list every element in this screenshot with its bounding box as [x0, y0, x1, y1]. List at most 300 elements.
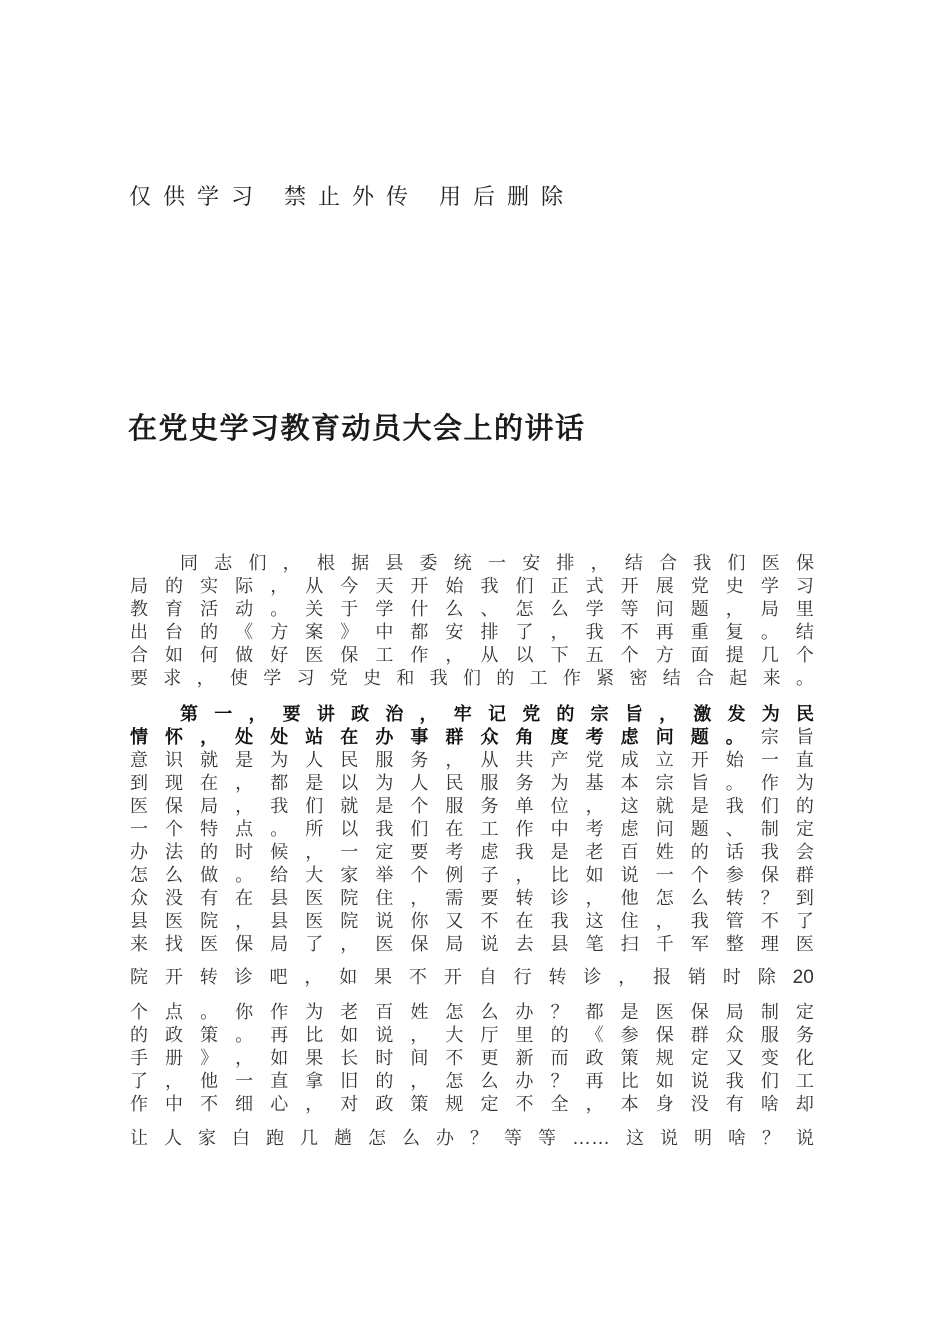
body-char: 的: [200, 622, 219, 643]
body-char: 做: [200, 865, 219, 886]
body-char: 医: [130, 796, 148, 817]
body-char: 再: [585, 1071, 604, 1092]
body-char: 统: [453, 553, 472, 574]
body-char: 册: [165, 1048, 184, 1069]
body-line: [130, 864, 814, 888]
body-char: 开: [443, 967, 462, 988]
body-char: 老: [340, 1002, 359, 1023]
body-char: 中: [375, 622, 394, 643]
confidentiality-notice: 仅供学习 禁止外传 用后删除: [129, 185, 575, 210]
body-char: 到: [795, 888, 814, 909]
body-char: 的: [556, 704, 575, 725]
body-char: 比: [620, 1071, 639, 1092]
body-char: 结: [795, 622, 814, 643]
body-char: 人: [305, 750, 324, 771]
body-char: 务: [795, 1025, 814, 1046]
body-char: 工: [795, 1071, 814, 1092]
body-char: 需: [445, 888, 464, 909]
body-char: 都: [410, 622, 429, 643]
body-char: 题: [690, 599, 709, 620]
body-char: 里: [515, 1025, 534, 1046]
body-char: 而: [550, 1048, 569, 1069]
body-char: 是: [375, 796, 394, 817]
body-char: 宗: [655, 773, 674, 794]
body-char: 局: [445, 934, 464, 955]
body-line: [130, 1001, 814, 1025]
body-char: 党: [690, 576, 709, 597]
body-char: ，: [340, 934, 359, 955]
body-char: 保: [410, 934, 429, 955]
body-char: 都: [270, 773, 289, 794]
body-char: 家: [340, 865, 359, 886]
body-char: 转: [548, 967, 567, 988]
body-char: 院: [340, 911, 359, 932]
body-char: 趟: [334, 1128, 352, 1149]
body-char: 医: [795, 934, 814, 955]
body-char: 就: [655, 796, 674, 817]
body-char: 五: [585, 645, 604, 666]
body-char: 习: [296, 668, 315, 689]
body-char: 跑: [266, 1128, 284, 1149]
body-char: 保: [760, 865, 779, 886]
body-char: 为: [761, 704, 780, 725]
body-char: 题: [690, 819, 709, 840]
body-char: 候: [270, 842, 289, 863]
body-char: 实: [200, 576, 219, 597]
body-char: 。: [235, 865, 254, 886]
body-char: 转: [725, 888, 744, 909]
body-char: 医: [655, 1002, 674, 1023]
body-line: [180, 703, 814, 727]
body-char: 。: [270, 599, 289, 620]
body-char: 安: [445, 622, 464, 643]
body-char: 如: [655, 1071, 674, 1092]
body-char: ，: [618, 967, 637, 988]
body-char: 保: [340, 645, 359, 666]
body-line: [130, 1047, 814, 1071]
body-char: 宗: [760, 727, 779, 748]
body-char: 、: [725, 819, 744, 840]
body-char: 的: [165, 576, 184, 597]
body-char: 工: [480, 819, 499, 840]
body-char: 不: [480, 911, 499, 932]
body-char: 策: [620, 1048, 639, 1069]
body-char: 如: [339, 967, 358, 988]
body-char: 委: [419, 553, 438, 574]
body-char: 不: [200, 1094, 219, 1115]
body-char: 了: [515, 622, 534, 643]
body-char: 理: [760, 934, 779, 955]
body-char: 几: [300, 1128, 318, 1149]
body-char: 工: [375, 645, 394, 666]
body-char: 怎: [655, 888, 674, 909]
body-char: 说: [660, 1128, 678, 1149]
body-char: 什: [410, 599, 429, 620]
body-char: 个: [620, 645, 639, 666]
body-char: 下: [550, 645, 569, 666]
body-char: 结: [662, 668, 681, 689]
body-char: 人: [164, 1128, 182, 1149]
body-char: 诊: [583, 967, 602, 988]
body-char: 都: [585, 1002, 604, 1023]
body-char: 我: [480, 576, 499, 597]
body-char: 院: [200, 911, 219, 932]
body-char: 局: [270, 934, 289, 955]
body-char: 问: [655, 727, 674, 748]
body-char: 的: [795, 796, 814, 817]
body-char: 这: [620, 796, 639, 817]
body-char: 今: [340, 576, 359, 597]
body-char: 再: [655, 622, 674, 643]
body-char: 。: [270, 819, 289, 840]
body-char: 一: [760, 750, 779, 771]
body-char: 服: [375, 750, 394, 771]
body-char: 要: [410, 842, 429, 863]
body-char: 保: [655, 1025, 674, 1046]
body-char: 们: [410, 819, 429, 840]
body-char: 你: [410, 911, 429, 932]
body-char: 举: [375, 865, 394, 886]
body-char: 局: [130, 576, 148, 597]
body-char: 你: [235, 1002, 254, 1023]
body-char: 处: [270, 727, 289, 748]
body-char: 旧: [340, 1071, 359, 1092]
body-line: [130, 1127, 814, 1151]
body-char: 合: [696, 668, 715, 689]
body-char: 特: [200, 819, 219, 840]
body-char: 问: [655, 599, 674, 620]
body-char: 个: [690, 865, 709, 886]
body-char: 姓: [410, 1002, 429, 1023]
body-char: 单: [515, 796, 534, 817]
body-line: [130, 1093, 814, 1117]
body-char: 在: [515, 911, 534, 932]
body-line: [130, 966, 814, 990]
body-char: 。: [725, 727, 744, 748]
body-char: 话: [725, 842, 744, 863]
body-char: 说: [375, 1025, 394, 1046]
body-char: 提: [725, 645, 744, 666]
body-char: 个: [795, 645, 814, 666]
body-char: ，: [410, 1071, 429, 1092]
body-char: 果: [305, 1048, 324, 1069]
body-char: 我: [270, 796, 289, 817]
body-char: 一: [214, 704, 233, 725]
body-char: 的: [200, 842, 219, 863]
body-char: ，: [655, 911, 674, 932]
body-char: 却: [795, 1094, 814, 1115]
body-char: 讲: [316, 704, 335, 725]
body-char: 在: [200, 773, 219, 794]
body-char: 大: [305, 865, 324, 886]
body-char: 。: [235, 1025, 254, 1046]
body-char: 定: [375, 842, 394, 863]
body-char: 现: [165, 773, 184, 794]
body-char: 这: [626, 1128, 644, 1149]
body-char: 排: [480, 622, 499, 643]
body-char: 开: [620, 576, 639, 597]
body-char: 姓: [655, 842, 674, 863]
body-char: 。: [725, 773, 744, 794]
body-char: 子: [480, 865, 499, 886]
body-char: 大: [445, 1025, 464, 1046]
body-char: ？: [470, 1128, 488, 1149]
body-char: 里: [795, 599, 814, 620]
body-char: ，: [410, 888, 429, 909]
body-char: 如: [270, 1048, 289, 1069]
body-line: [130, 598, 814, 622]
body-char: 问: [655, 819, 674, 840]
body-char: 同: [180, 553, 198, 574]
body-char: 局: [760, 599, 779, 620]
body-char: 立: [655, 750, 674, 771]
body-char: ，: [725, 599, 744, 620]
body-char: 一: [235, 1071, 254, 1092]
body-char: 制: [760, 1002, 779, 1023]
body-char: 医: [165, 911, 184, 932]
body-char: ？: [760, 888, 779, 909]
body-char: 保: [690, 1002, 709, 1023]
body-char: 天: [375, 576, 394, 597]
body-char: 不: [515, 1094, 534, 1115]
body-char: 是: [235, 750, 254, 771]
body-char: 我: [690, 911, 709, 932]
body-char: 怎: [515, 599, 534, 620]
body-char: 》: [200, 1048, 219, 1069]
body-char: 县: [270, 888, 289, 909]
body-char: 转: [515, 888, 534, 909]
body-char: 志: [214, 553, 233, 574]
body-char: 变: [760, 1048, 779, 1069]
body-char: 众: [130, 888, 148, 909]
body-char: 求: [163, 668, 182, 689]
body-char: 活: [200, 599, 219, 620]
body-char: ，: [419, 704, 438, 725]
body-char: 果: [374, 967, 393, 988]
body-char: 作: [410, 645, 429, 666]
body-char: 时: [375, 1048, 394, 1069]
body-char: 合: [659, 553, 678, 574]
body-char: ？: [550, 1071, 569, 1092]
body-char: 旨: [624, 704, 643, 725]
body-char: 县: [130, 911, 148, 932]
body-char: 我: [550, 911, 569, 932]
body-char: 学: [375, 599, 394, 620]
body-char: 一: [130, 819, 148, 840]
body-char: 何: [200, 645, 219, 666]
body-char: 身: [655, 1094, 674, 1115]
body-char: 办: [436, 1128, 454, 1149]
body-char: 等: [504, 1128, 522, 1149]
body-char: 如: [585, 865, 604, 886]
body-char: 式: [585, 576, 604, 597]
body-char: 宗: [590, 704, 609, 725]
body-char: 正: [550, 576, 569, 597]
body-char: 做: [235, 645, 254, 666]
body-char: 策: [200, 1025, 219, 1046]
body-char: 说: [375, 911, 394, 932]
body-char: 厅: [480, 1025, 499, 1046]
body-char: 于: [340, 599, 359, 620]
body-char: 作: [562, 668, 581, 689]
body-char: 直: [270, 1071, 289, 1092]
body-char: 》: [340, 622, 359, 643]
body-char: 发: [727, 704, 746, 725]
body-char: 的: [375, 1071, 394, 1092]
body-char: 旨: [690, 773, 709, 794]
body-char: 。: [200, 1002, 219, 1023]
body-char: 他: [620, 888, 639, 909]
body-char: 诊: [550, 888, 569, 909]
body-char: 在: [445, 819, 464, 840]
body-char: 如: [165, 645, 184, 666]
body-line: [130, 772, 814, 796]
body-char: 医: [305, 645, 324, 666]
body-char: 虑: [480, 842, 499, 863]
body-char: 县: [550, 934, 569, 955]
body-char: 虑: [620, 819, 639, 840]
body-char: 不: [760, 911, 779, 932]
body-char: 从: [480, 645, 499, 666]
body-char: 据: [351, 553, 370, 574]
body-char: ，: [200, 727, 219, 748]
body-char: 本: [620, 773, 639, 794]
body-char: 和: [396, 668, 415, 689]
body-char: 去: [515, 934, 534, 955]
body-char: 院: [340, 888, 359, 909]
body-char: 使: [229, 668, 248, 689]
body-char: 来: [762, 668, 781, 689]
body-char: 《: [235, 622, 254, 643]
body-char: 是: [620, 1002, 639, 1023]
body-char: 给: [270, 865, 289, 886]
body-char: 是: [690, 796, 709, 817]
body-line: [130, 749, 814, 773]
body-char: 来: [130, 934, 148, 955]
body-line: [130, 644, 814, 668]
body-char: 度: [550, 727, 569, 748]
body-char: 本: [620, 1094, 639, 1115]
body-char: 的: [690, 842, 709, 863]
body-char: 一: [655, 865, 674, 886]
body-char: 一: [487, 553, 506, 574]
body-char: 手: [130, 1048, 148, 1069]
body-char: 史: [363, 668, 382, 689]
body-char: 直: [795, 750, 814, 771]
body-char: 老: [585, 842, 604, 863]
body-char: 有: [725, 1094, 744, 1115]
body-char: 点: [165, 1002, 184, 1023]
body-char: 不: [445, 1048, 464, 1069]
body-char: 从: [480, 750, 499, 771]
body-char: 例: [445, 865, 464, 886]
body-char: 《: [585, 1025, 604, 1046]
body-char: 说: [480, 934, 499, 955]
body-char: 务: [480, 796, 499, 817]
body-char: 以: [515, 645, 534, 666]
body-char: 站: [305, 727, 324, 748]
body-char: 啥: [728, 1128, 746, 1149]
body-char: 群: [445, 727, 464, 748]
body-char: 群: [690, 1025, 709, 1046]
body-char: 保: [165, 796, 184, 817]
body-char: 等: [620, 599, 639, 620]
body-char: 基: [585, 773, 604, 794]
body-char: 为: [270, 750, 289, 771]
body-char: 院: [130, 967, 148, 988]
body-char: 是: [305, 773, 324, 794]
body-line: [130, 575, 814, 599]
body-char: 吧: [269, 967, 288, 988]
body-char: ，: [515, 865, 534, 886]
body-char: 化: [795, 1048, 814, 1069]
body-char: ，: [305, 1094, 324, 1115]
body-char: 民: [340, 750, 359, 771]
body-char: 复: [725, 622, 744, 643]
body-char: ，: [235, 773, 254, 794]
body-char: 等: [538, 1128, 556, 1149]
body-char: 到: [130, 773, 148, 794]
body-char: 动: [235, 599, 254, 620]
body-char: 住: [620, 911, 639, 932]
body-char: 意: [130, 750, 148, 771]
body-char: 史: [725, 576, 744, 597]
body-char: 识: [165, 750, 184, 771]
body-char: 民: [795, 704, 814, 725]
body-char: 百: [375, 1002, 394, 1023]
body-char: 们: [515, 576, 534, 597]
body-char: 服: [445, 796, 464, 817]
body-char: 办: [130, 842, 148, 863]
body-char: 间: [410, 1048, 429, 1069]
body-char: 政: [375, 1094, 394, 1115]
body-char: 始: [725, 750, 744, 771]
body-char: 定: [480, 1094, 499, 1115]
body-char: 学: [585, 599, 604, 620]
body-line: [130, 887, 814, 911]
body-char: 案: [305, 622, 324, 643]
body-char: 人: [410, 773, 429, 794]
body-char: 除: [757, 967, 776, 988]
body-char: 作: [515, 819, 534, 840]
body-char: 军: [690, 934, 709, 955]
body-char: 我: [725, 796, 744, 817]
body-char: ，: [659, 704, 678, 725]
body-char: 我: [375, 819, 394, 840]
body-char: 党: [329, 668, 348, 689]
body-char: 比: [550, 865, 569, 886]
body-char: 我: [725, 1071, 744, 1092]
body-char: 为: [550, 773, 569, 794]
body-char: 局: [200, 796, 219, 817]
body-char: 怎: [130, 865, 148, 886]
body-char: 说: [690, 1071, 709, 1092]
body-char: 情: [130, 727, 148, 748]
body-char: ，: [304, 967, 323, 988]
body-char: 自: [478, 967, 497, 988]
body-char: 们: [462, 668, 481, 689]
body-char: 个: [165, 819, 184, 840]
body-char: 管: [725, 911, 744, 932]
body-char: 排: [556, 553, 575, 574]
body-char: 个: [130, 1002, 148, 1023]
body-char: 牢: [453, 704, 472, 725]
body-char: 习: [795, 576, 814, 597]
body-char: 保: [795, 553, 814, 574]
body-char: 众: [725, 1025, 744, 1046]
body-char: 作: [270, 1002, 289, 1023]
body-char: 么: [165, 865, 184, 886]
